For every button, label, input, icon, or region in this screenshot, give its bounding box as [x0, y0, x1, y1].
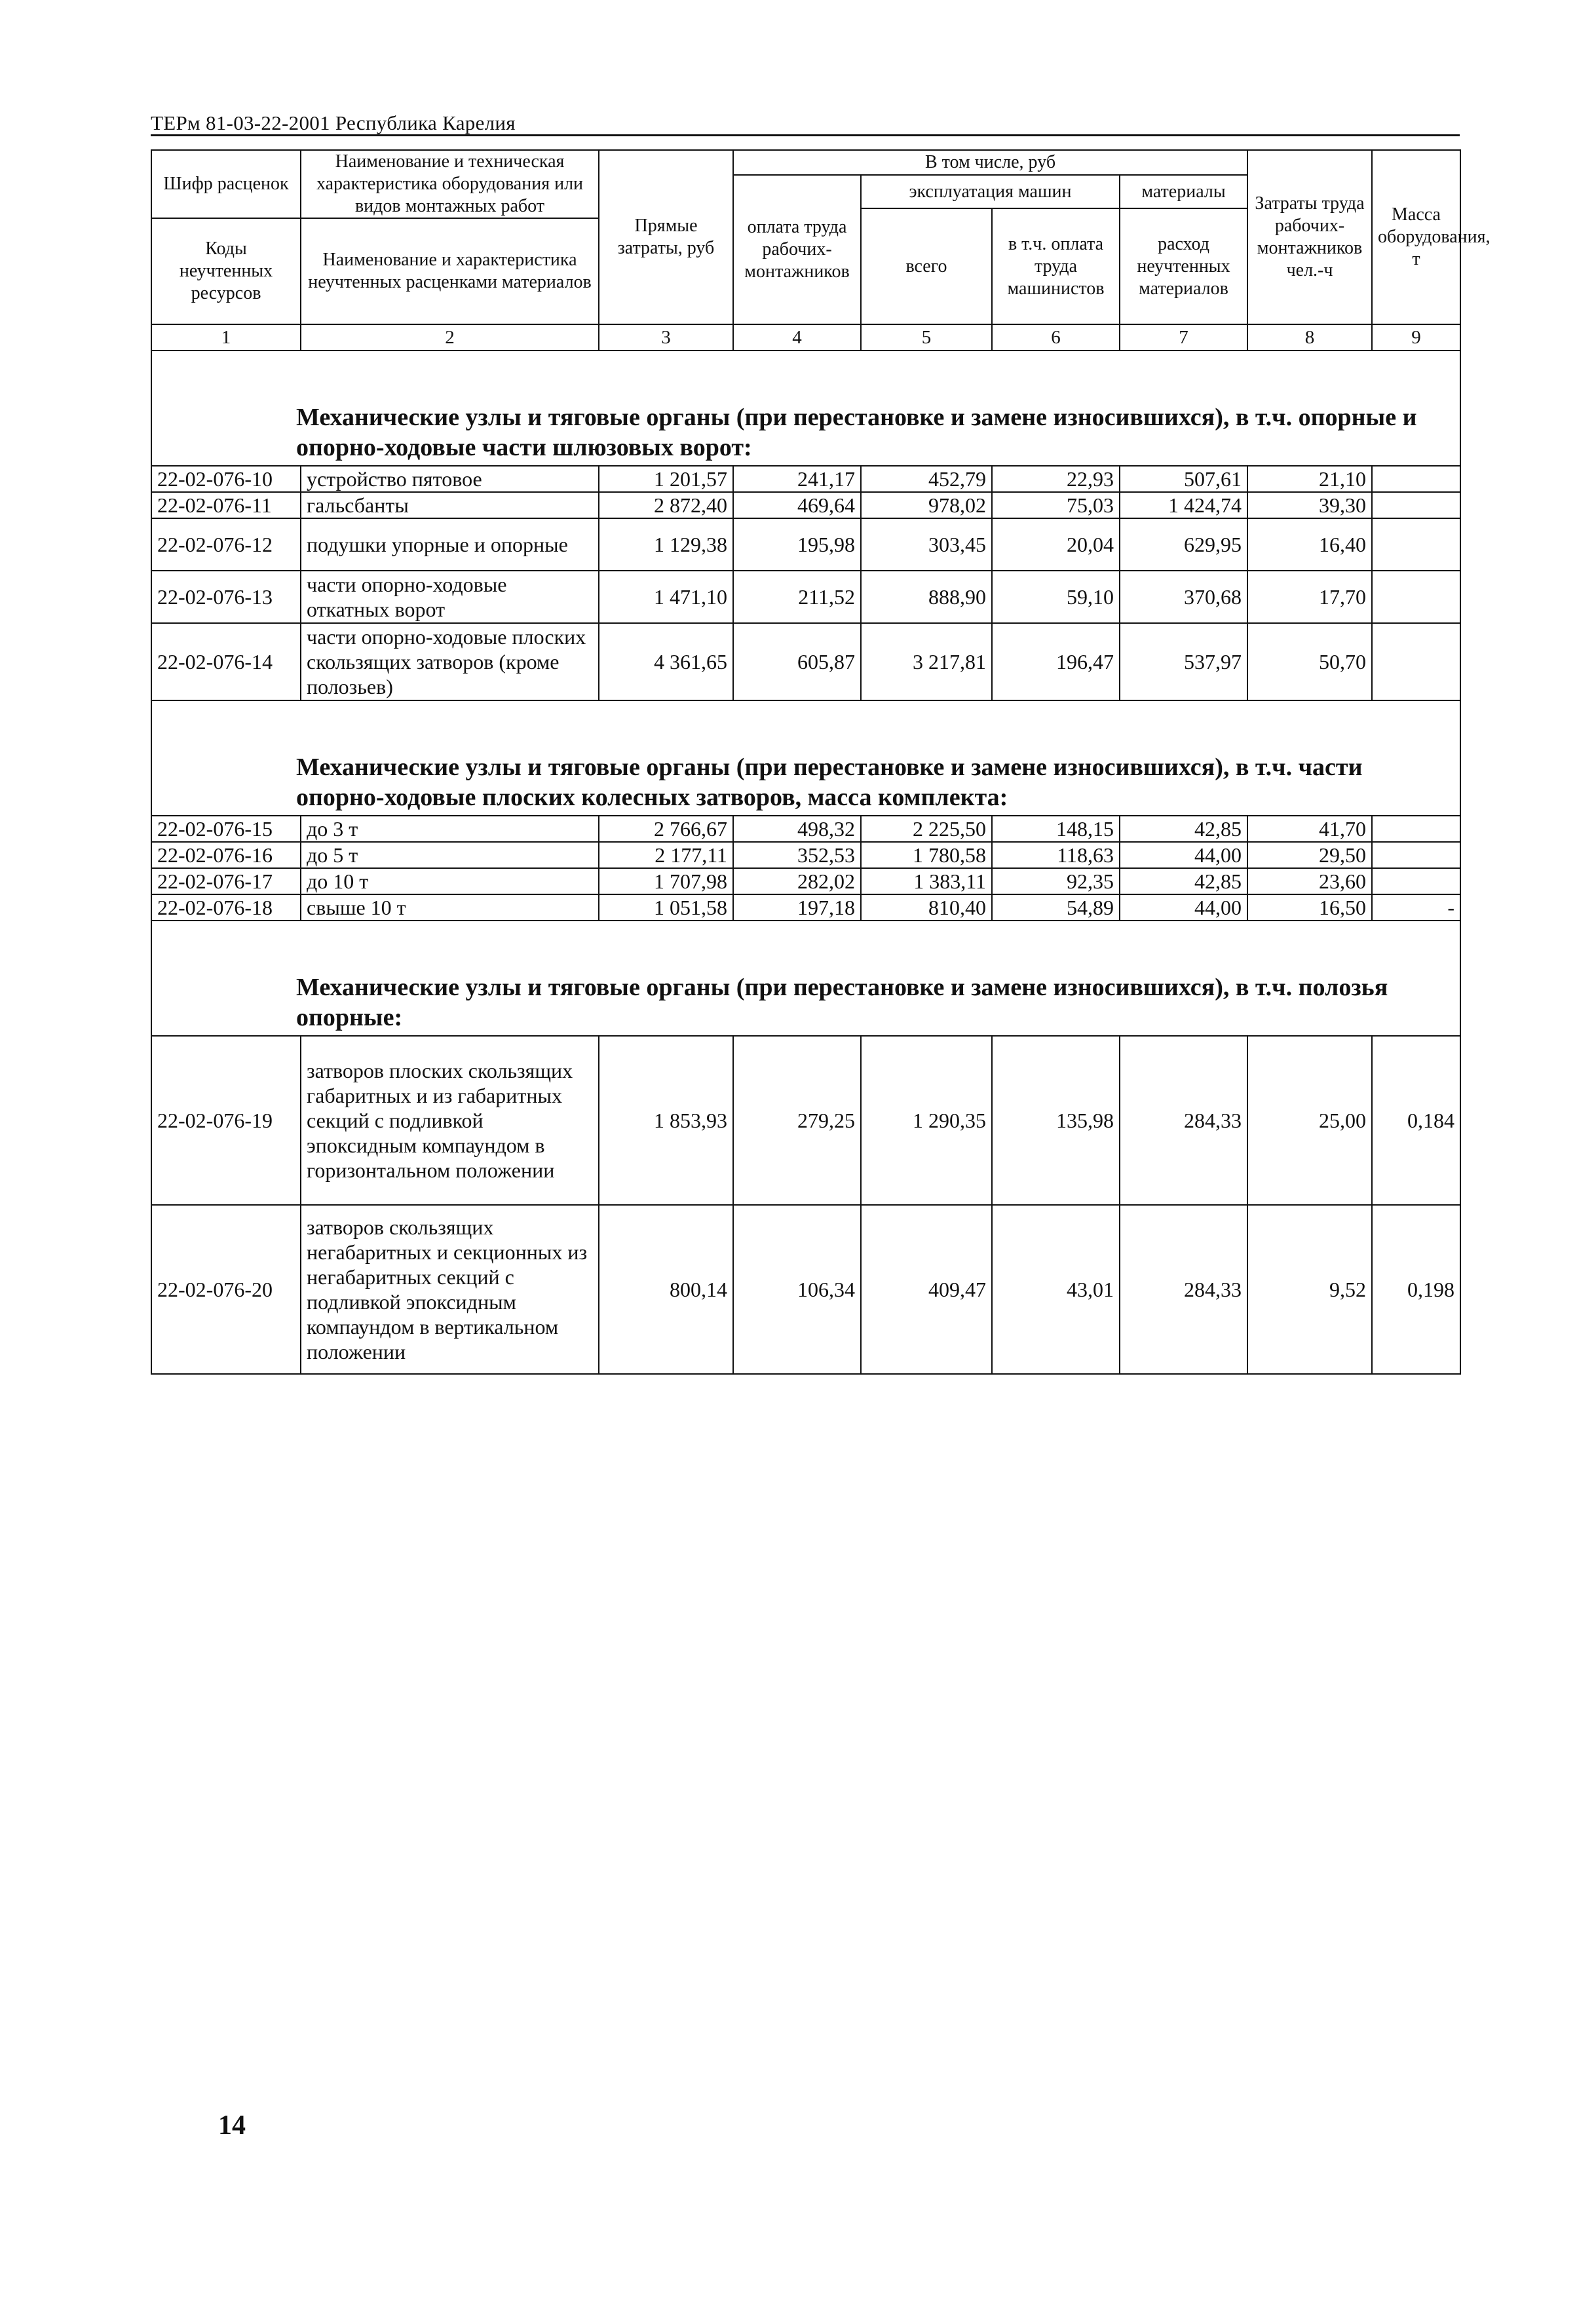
- page-number: 14: [218, 2110, 246, 2141]
- rate-code: 22-02-076-20: [151, 1205, 301, 1374]
- driver-pay: 75,03: [992, 492, 1120, 518]
- labor-pay: 195,98: [733, 518, 861, 571]
- equipment-mass: 0,198: [1372, 1205, 1460, 1374]
- rate-code: 22-02-076-17: [151, 868, 301, 894]
- materials-cost: 1 424,74: [1120, 492, 1247, 518]
- rate-name: до 3 т: [301, 816, 599, 842]
- col-number: 6: [992, 324, 1120, 351]
- equipment-mass: [1372, 571, 1460, 623]
- rate-name: до 10 т: [301, 868, 599, 894]
- labor-pay: 279,25: [733, 1036, 861, 1205]
- machines-total: 452,79: [861, 466, 992, 492]
- col-number: 1: [151, 324, 301, 351]
- rate-code: 22-02-076-13: [151, 571, 301, 623]
- driver-pay: 92,35: [992, 868, 1120, 894]
- driver-pay: 118,63: [992, 842, 1120, 868]
- table-row: [151, 868, 1460, 894]
- rates-table: [151, 149, 1491, 1375]
- machines-total: 409,47: [861, 1205, 992, 1374]
- table-row: [151, 623, 1460, 700]
- section-title: Механические узлы и тяговые органы (при перестановке и замене износившихся), в т.ч. опорные и опорно-ходовые части шлюзовых ворот:: [151, 351, 1460, 466]
- materials-cost: 284,33: [1120, 1205, 1247, 1374]
- col-mass: Масса оборудования, т: [1372, 150, 1460, 324]
- rate-name: затворов скользящих негабаритных и секционных из негабаритных секций с подливкой эпоксидным компаундом в вертикальном положении: [301, 1205, 599, 1374]
- col-number: 4: [733, 324, 861, 351]
- section-title: Механические узлы и тяговые органы (при перестановке и замене износившихся), в т.ч. полозья опорные:: [151, 921, 1460, 1036]
- labor-pay: 241,17: [733, 466, 861, 492]
- labor-pay: 282,02: [733, 868, 861, 894]
- materials-cost: 42,85: [1120, 816, 1247, 842]
- materials-cost: 629,95: [1120, 518, 1247, 571]
- rate-name: подушки упорные и опорные: [301, 518, 599, 571]
- labor-pay: 469,64: [733, 492, 861, 518]
- materials-cost: 44,00: [1120, 842, 1247, 868]
- table-row: [151, 1036, 1460, 1205]
- materials-cost: 507,61: [1120, 466, 1247, 492]
- col-number: 7: [1120, 324, 1247, 351]
- machines-total: 2 225,50: [861, 816, 992, 842]
- direct-cost: 800,14: [599, 1205, 733, 1374]
- col-total: всего: [861, 208, 992, 324]
- machines-total: 810,40: [861, 894, 992, 921]
- document-header: ТЕРм 81-03-22-2001 Республика Карелия: [151, 111, 516, 134]
- labor-pay: 605,87: [733, 623, 861, 700]
- rate-code: 22-02-076-14: [151, 623, 301, 700]
- rate-code: 22-02-076-12: [151, 518, 301, 571]
- materials-cost: 537,97: [1120, 623, 1247, 700]
- direct-cost: 4 361,65: [599, 623, 733, 700]
- materials-cost: 284,33: [1120, 1036, 1247, 1205]
- machines-total: 303,45: [861, 518, 992, 571]
- col-code-top: Шифр расценок: [151, 150, 301, 218]
- direct-cost: 2 872,40: [599, 492, 733, 518]
- rate-name: части опорно-ходовые плоских скользящих затворов (кроме полозьев): [301, 623, 599, 700]
- table-row: [151, 816, 1460, 842]
- direct-cost: 1 707,98: [599, 868, 733, 894]
- col-number: 3: [599, 324, 733, 351]
- direct-cost: 1 471,10: [599, 571, 733, 623]
- equipment-mass: [1372, 518, 1460, 571]
- labor-hours: 39,30: [1247, 492, 1372, 518]
- section-title: Механические узлы и тяговые органы (при перестановке и замене износившихся), в т.ч. части опорно-ходовые плоских колесных затворов, масса комплекта:: [151, 700, 1460, 816]
- direct-cost: 1 129,38: [599, 518, 733, 571]
- col-incl: В том числе, руб: [733, 150, 1247, 175]
- rate-code: 22-02-076-16: [151, 842, 301, 868]
- labor-pay: 211,52: [733, 571, 861, 623]
- labor-hours: 21,10: [1247, 466, 1372, 492]
- col-machines: эксплуатация машин: [861, 175, 1120, 208]
- labor-hours: 41,70: [1247, 816, 1372, 842]
- labor-hours: 29,50: [1247, 842, 1372, 868]
- labor-hours: 25,00: [1247, 1036, 1372, 1205]
- equipment-mass: [1372, 623, 1460, 700]
- labor-hours: 16,50: [1247, 894, 1372, 921]
- equipment-mass: [1372, 842, 1460, 868]
- driver-pay: 148,15: [992, 816, 1120, 842]
- materials-cost: 42,85: [1120, 868, 1247, 894]
- rate-code: 22-02-076-10: [151, 466, 301, 492]
- direct-cost: 1 201,57: [599, 466, 733, 492]
- labor-hours: 17,70: [1247, 571, 1372, 623]
- col-number: 5: [861, 324, 992, 351]
- equipment-mass: [1372, 466, 1460, 492]
- rate-code: 22-02-076-15: [151, 816, 301, 842]
- rate-code: 22-02-076-11: [151, 492, 301, 518]
- labor-hours: 50,70: [1247, 623, 1372, 700]
- driver-pay: 22,93: [992, 466, 1120, 492]
- driver-pay: 196,47: [992, 623, 1120, 700]
- labor-pay: 197,18: [733, 894, 861, 921]
- table-row: [151, 842, 1460, 868]
- labor-hours: 23,60: [1247, 868, 1372, 894]
- col-name-bottom: Наименование и характеристика неучтенных расценками материалов: [301, 218, 599, 324]
- driver-pay: 20,04: [992, 518, 1120, 571]
- direct-cost: 2 766,67: [599, 816, 733, 842]
- direct-cost: 2 177,11: [599, 842, 733, 868]
- materials-cost: 44,00: [1120, 894, 1247, 921]
- col-number: 2: [301, 324, 599, 351]
- machines-total: 1 780,58: [861, 842, 992, 868]
- equipment-mass: [1372, 816, 1460, 842]
- equipment-mass: 0,184: [1372, 1036, 1460, 1205]
- rate-name: устройство пятовое: [301, 466, 599, 492]
- rate-name: затворов плоских скользящих габаритных и из габаритных секций с подливкой эпоксидным компаундом в горизонтальном положении: [301, 1036, 599, 1205]
- equipment-mass: [1372, 492, 1460, 518]
- col-number: 8: [1247, 324, 1372, 351]
- driver-pay: 59,10: [992, 571, 1120, 623]
- labor-pay: 352,53: [733, 842, 861, 868]
- table-row: [151, 894, 1460, 921]
- col-direct: Прямые затраты, руб: [599, 150, 733, 324]
- equipment-mass: [1372, 868, 1460, 894]
- table-row: [151, 492, 1460, 518]
- rate-code: 22-02-076-19: [151, 1036, 301, 1205]
- col-labor-pay: оплата труда рабочих-монтажников: [733, 175, 861, 324]
- rate-name: части опорно-ходовые откатных ворот: [301, 571, 599, 623]
- equipment-mass: -: [1372, 894, 1460, 921]
- col-number: 9: [1372, 324, 1460, 351]
- labor-pay: 498,32: [733, 816, 861, 842]
- header-rule: [151, 134, 1460, 136]
- col-driver-pay: в т.ч. оплата труда машинистов: [992, 208, 1120, 324]
- direct-cost: 1 853,93: [599, 1036, 733, 1205]
- labor-hours: 16,40: [1247, 518, 1372, 571]
- table-row: [151, 466, 1460, 492]
- machines-total: 3 217,81: [861, 623, 992, 700]
- rate-name: свыше 10 т: [301, 894, 599, 921]
- rate-code: 22-02-076-18: [151, 894, 301, 921]
- driver-pay: 135,98: [992, 1036, 1120, 1205]
- table-row: [151, 571, 1460, 623]
- col-materials: материалы: [1120, 175, 1247, 208]
- table-row: [151, 1205, 1460, 1374]
- col-name-top: Наименование и техническая характеристика оборудования или видов монтажных работ: [301, 150, 599, 218]
- machines-total: 978,02: [861, 492, 992, 518]
- col-unaccounted: расход неучтенных материалов: [1120, 208, 1247, 324]
- rate-name: до 5 т: [301, 842, 599, 868]
- materials-cost: 370,68: [1120, 571, 1247, 623]
- driver-pay: 43,01: [992, 1205, 1120, 1374]
- labor-hours: 9,52: [1247, 1205, 1372, 1374]
- col-labor-hours: Затраты труда рабочих-монтажников чел.-ч: [1247, 150, 1372, 324]
- machines-total: 1 383,11: [861, 868, 992, 894]
- col-code-bottom: Коды неучтенных ресурсов: [151, 218, 301, 324]
- rate-name: гальсбанты: [301, 492, 599, 518]
- table-row: [151, 518, 1460, 571]
- driver-pay: 54,89: [992, 894, 1120, 921]
- machines-total: 1 290,35: [861, 1036, 992, 1205]
- labor-pay: 106,34: [733, 1205, 861, 1374]
- machines-total: 888,90: [861, 571, 992, 623]
- direct-cost: 1 051,58: [599, 894, 733, 921]
